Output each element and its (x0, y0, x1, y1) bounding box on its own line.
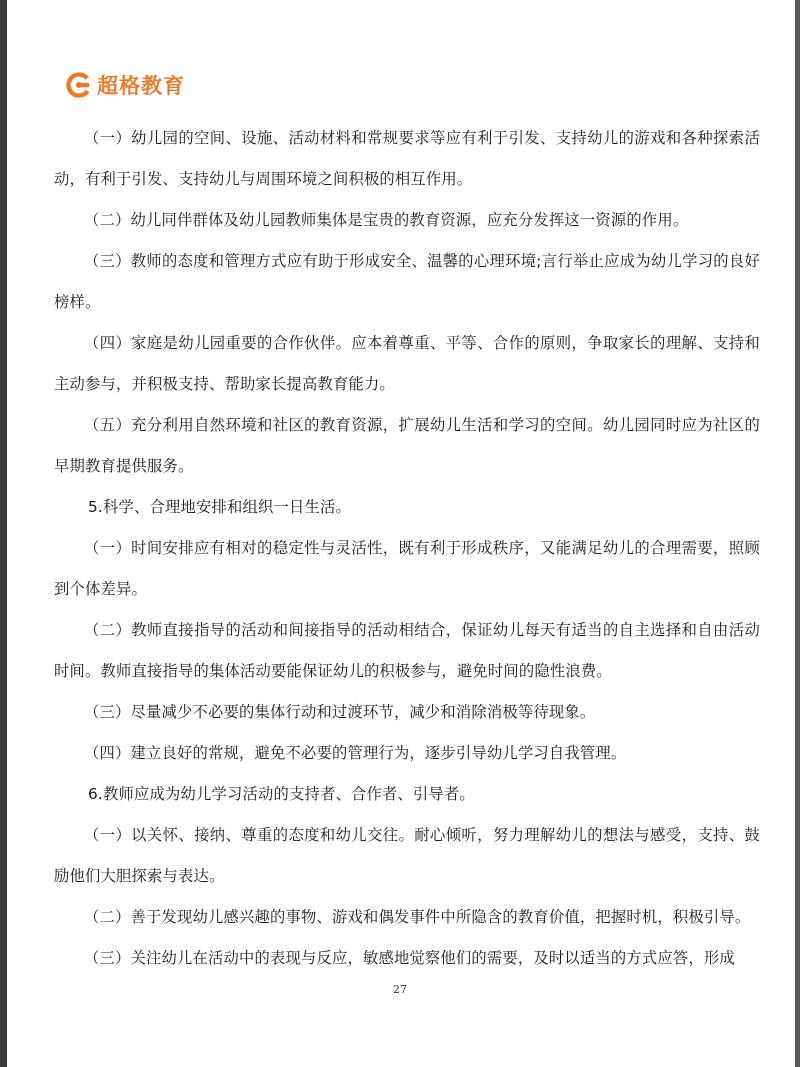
section-heading: 6.教师应成为幼儿学习活动的支持者、合作者、引导者。 (88, 785, 475, 803)
paragraph: （一）幼儿园的空间、设施、活动材料和常规要求等应有利于引发、支持幼儿的游戏和各种探索活动，有利于引发、支持幼儿与周围环境之间积极的相互作用。 (54, 129, 760, 188)
page-number: 27 (393, 983, 407, 996)
superge-logo-icon (66, 72, 92, 98)
page-edge-right (795, 0, 800, 1067)
paragraph: （三）关注幼儿在活动中的表现与反应，敏感地觉察他们的需要，及时以适当的方式应答，形成 (84, 949, 735, 967)
brand-logo (66, 70, 185, 100)
section-heading: 5.科学、合理地安排和组织一日生活。 (88, 498, 351, 516)
paragraph: （五）充分利用自然环境和社区的教育资源，扩展幼儿生活和学习的空间。幼儿园同时应为社区的早期教育提供服务。 (54, 416, 760, 475)
paragraph: （二）幼儿同伴群体及幼儿园教师集体是宝贵的教育资源，应充分发挥这一资源的作用。 (84, 211, 689, 229)
paragraph: （三）尽量减少不必要的集体行动和过渡环节，减少和消除消极等待现象。 (84, 703, 596, 721)
document-body (54, 118, 760, 979)
paragraph: （一）以关怀、接纳、尊重的态度和幼儿交往。耐心倾听，努力理解幼儿的想法与感受，支持、鼓励他们大胆探索与表达。 (54, 826, 760, 885)
paragraph: （二）善于发现幼儿感兴趣的事物、游戏和偶发事件中所隐含的教育价值，把握时机，积极引导。 (84, 908, 751, 926)
paragraph: （四）家庭是幼儿园重要的合作伙伴。应本着尊重、平等、合作的原则，争取家长的理解、支持和主动参与，并积极支持、帮助家长提高教育能力。 (54, 334, 760, 393)
paragraph: （四）建立良好的常规，避免不必要的管理行为，逐步引导幼儿学习自我管理。 (84, 744, 627, 762)
paragraph: （一）时间安排应有相对的稳定性与灵活性，既有利于形成秩序，又能满足幼儿的合理需要，照顾到个体差异。 (54, 539, 760, 598)
paragraph: （三）教师的态度和管理方式应有助于形成安全、温馨的心理环境;言行举止应成为幼儿学习的良好榜样。 (54, 252, 760, 311)
brand-name: 超格教育 (97, 74, 185, 98)
page-edge-left (0, 0, 7, 1067)
paragraph: （二）教师直接指导的活动和间接指导的活动相结合，保证幼儿每天有适当的自主选择和自由活动时间。教师直接指导的集体活动要能保证幼儿的积极参与，避免时间的隐性浪费。 (54, 621, 760, 680)
